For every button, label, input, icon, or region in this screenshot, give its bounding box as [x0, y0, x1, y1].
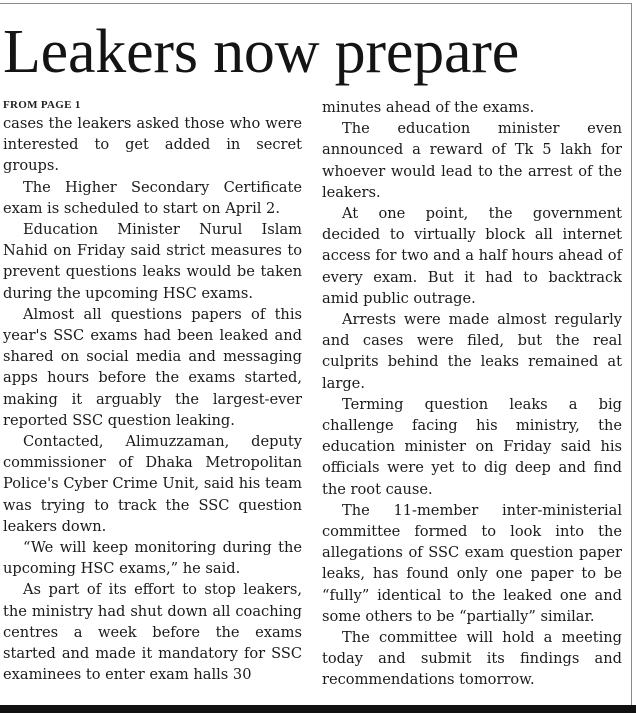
top-rule — [0, 3, 631, 4]
continuation-kicker: FROM PAGE 1 — [3, 99, 81, 111]
paragraph: The 11-member inter-ministerial committee formed to look into the allegations of SSC exam question paper leaks, has found only one paper to be “fully” identical to the leaked one and some others to be “partially” similar. — [322, 501, 622, 625]
paragraph: At one point, the government decided to virtually block all internet access for two and a half hours ahead of every exam. But it had to backtrack amid public outrage. — [322, 205, 622, 307]
paragraph: minutes ahead of the exams. — [322, 99, 535, 116]
column-border — [631, 3, 632, 705]
paragraph: Education Minister Nurul Islam Nahid on Friday said strict measures to prevent questions leaks would be taken during the upcoming HSC exams. — [3, 221, 302, 302]
paragraph: Contacted, Alimuzzaman, deputy commissioner of Dhaka Metropolitan Police's Cyber Crime Unit, said his team was trying to track the SSC question leakers down. — [3, 433, 302, 535]
paragraph: Almost all questions papers of this year's SSC exams had been leaked and shared on social media and messaging apps hours before the exams started, making it arguably the largest-ever reported SSC question leaking. — [3, 305, 302, 429]
paragraph: cases the leakers asked those who were interested to get added in secret groups. — [3, 115, 302, 175]
paragraph: The education minister even announced a reward of Tk 5 lakh for whoever would lead to the arrest of the leakers. — [322, 120, 622, 201]
paragraph: “We will keep monitoring during the upcoming HSC exams,” he said. — [3, 539, 302, 578]
paragraph: Terming question leaks a big challenge facing his ministry, the education minister on Friday said his officials were yet to dig deep and find the root cause. — [322, 395, 622, 498]
paragraph: As part of its effort to stop leakers, the ministry had shut down all coaching centres a week before the exams started and made it mandatory for SSC examinees to enter exam halls 30 — [3, 581, 302, 684]
right-column — [322, 97, 622, 691]
paragraph: The committee will hold a meeting today and submit its findings and recommendations tomorrow. — [322, 629, 622, 689]
paragraph: The Higher Secondary Certificate exam is scheduled to start on April 2. — [3, 178, 302, 217]
bottom-border — [0, 705, 636, 713]
headline: Leakers now prepare — [3, 18, 520, 86]
left-column — [3, 97, 302, 685]
paragraph: Arrests were made almost regularly and cases were filed, but the real culprits behind the leaks remained at large. — [322, 311, 622, 392]
